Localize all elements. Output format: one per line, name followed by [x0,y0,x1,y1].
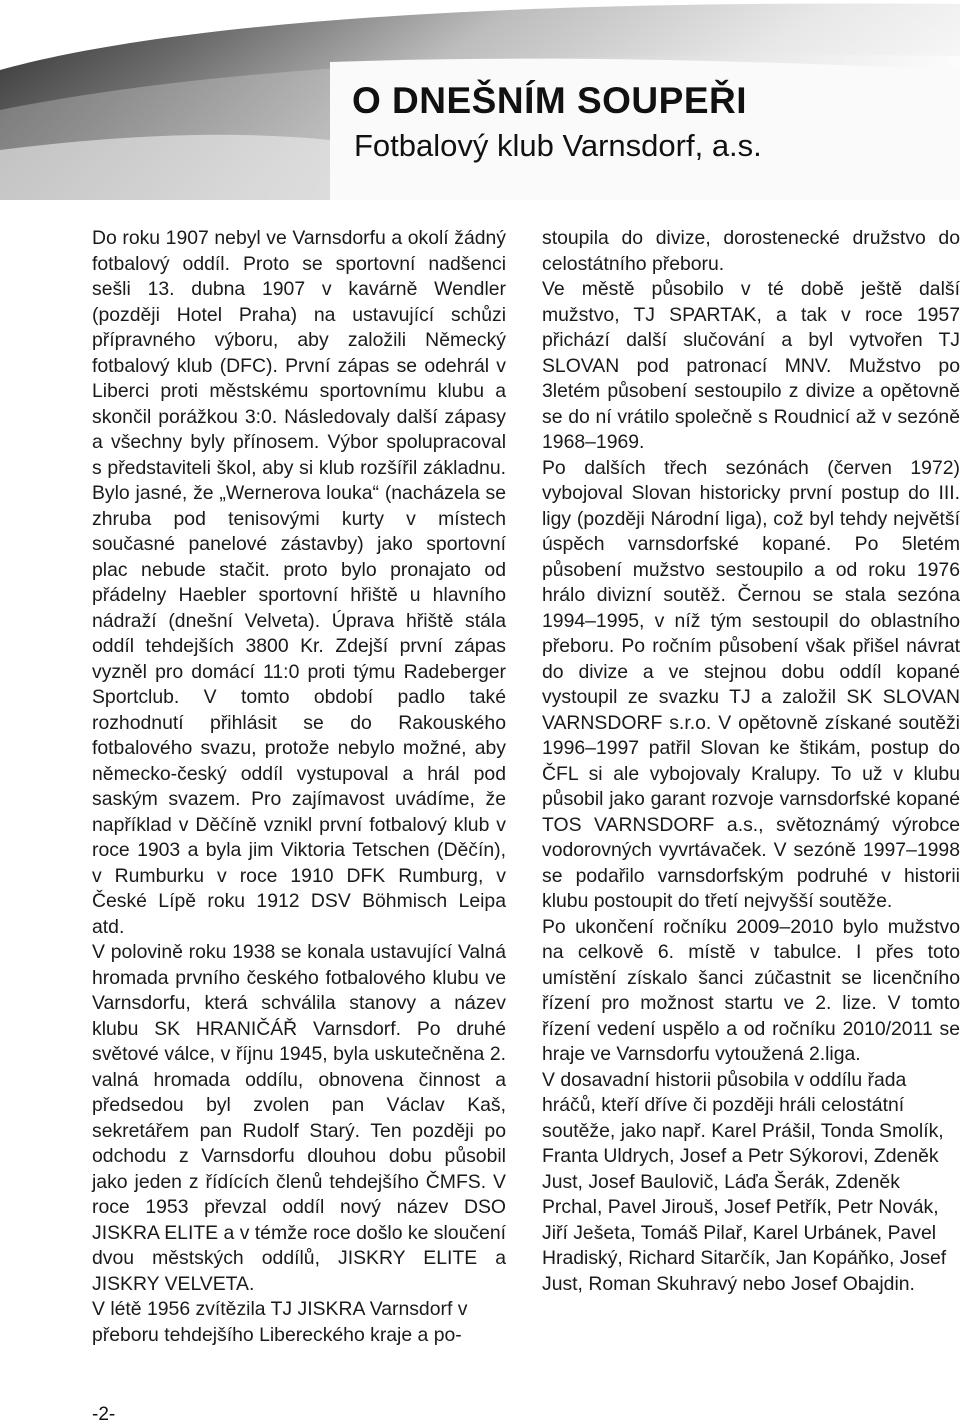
paragraph: Ve městě působilo v té době ještě další mužstvo, TJ SPARTAK, a tak v roce 1957 přichází další slučování a byl vytvořen TJ SLOVAN pod patronací MNV. Mužstvo po 3letém působení sestoupilo z divize a opětovně se do ní vrátilo společně s Roudnicí až v sezóně 1968–1969. [542,278,960,453]
paragraph: Do roku 1907 nebyl ve Varnsdorfu a okolí žádný fotbalový oddíl. Proto se sportovní nadšenci sešli 13. dubna 1907 v kavárně Wendler (později Hotel Praha) na ustavující schůzi přípravného výboru, aby založili Německý fotbalový klub (DFC). První zápas se odehrál v Liberci proti městskému sportovnímu klubu a skončil porážkou 3:0. Následovaly další zápasy a všechny byly přínosem. Výbor spolupracoval s představiteli škol, aby si klub rozšířil základnu. Bylo jasné, že „Wernerova louka“ (nacházela se zhruba pod tenisovými kurty v místech současné panelové zástavby) jako sportovní plac nebude stačit. proto bylo pronajato od přádelny Haebler sportovní hřiště u hlavního nádraží (dnešní Velveta). Úprava hřiště stála oddíl tehdejších 3800 Kr. Zdejší první zápas vyzněl pro domácí 11:0 proti týmu Radeberger Sportclub. V tomto období padlo také rozhodnutí přihlásit se do Rakouského fotbalového svazu, protože nebylo možné, aby německo-český oddíl vystupoval a hrál pod saským svazem. Pro zajímavost uvádíme, že například v Děčíně vznikl první fotbalový klub v roce 1903 a byla jim Viktoria Tetschen (Děčín), v Rumburku v roce 1910 DFK Rumburg, v České Lípě roku 1912 DSV Böhmisch Leipa atd. [92,227,506,938]
paragraph: stoupila do divize, dorostenecké družstvo do celostátního přeboru. [542,227,960,275]
paragraph: Po dalších třech sezónách (červen 1972) vybojoval Slovan historicky první postup do III. ligy (později Národní liga), což byl tehdy největší úspěch varnsdorfské kopané. Po 5letém působení mužstvo sestoupilo a od roku 1976 hrálo divizní soutěž. Černou se stala sezóna 1994–1995, v níž tým sestoupil do oblastního přeboru. Po ročním působení však přišel návrat do divize a ve stejnou dobu oddíl kopané vystoupil ze svazku TJ a založil SK SLOVAN VARNSDORF s.r.o. V opětovně získané soutěži 1996–1997 patřil Slovan ke štikám, postup do ČFL si ale vybojovaly Kralupy. To už v klubu působil jako garant rozvoje varnsdorfské kopané TOS VARNSDORF a.s., světoznámý výrobce vodorovných vyvrtávaček. V sezóně 1997–1998 se podařilo varnsdorfským podruhé v historii klubu postoupit do třetí nejvyšší soutěže. [542,456,960,912]
paragraph: V létě 1956 zvítězila TJ JISKRA Varnsdorf v přeboru tehdejšího Libereckého kraje a po- [92,1298,468,1346]
right-text-column [542,226,960,1297]
paragraph: Po ukončení ročníku 2009–2010 bylo mužstvo na celkově 6. místě v tabulce. I přes toto umístění získalo šanci zúčastnit se licenčního řízení pro možnost startu ve 2. lize. V tomto řízení vedení uspělo a od ročníku 2010/2011 se hraje ve Varnsdorfu vytoužená 2.liga. [542,915,960,1065]
page-number: -2- [92,1404,116,1425]
page-title: O DNEŠNÍM SOUPEŘI [352,80,747,121]
paragraph: V polovině roku 1938 se konala ustavující Valná hromada prvního českého fotbalového klubu ve Varnsdorfu, která schválila stanovy a název klubu SK HRANIČÁŘ Varnsdorf. Po druhé světové válce, v říjnu 1945, byla uskutečněna 2. valná hromada oddílu, obnovena činnost a předsedou byl zvolen pan Václav Kaš, sekretářem pan Rudolf Starý. Ten později po odchodu z Varnsdorfu dlouhou dobu působil jako jeden z řídících členů tehdejšího ČMFS. V roce 1953 převzal oddíl nový název DSO JISKRA ELITE a v témže roce došlo ke sloučení dvou městských oddílů, JISKRY ELITE a JISKRY VELVETA. [92,941,506,1295]
left-text-column [92,226,506,1348]
paragraph: V dosavadní historii působila v oddílu řada hráčů, kteří dříve či později hráli celostátní soutěže, jako např. Karel Prášil, Tonda Smolík, Franta Uldrych, Josef a Petr Sýkorovi, Zdeněk Just, Josef Baulovič, Láďa Šerák, Zdeněk Prchal, Pavel Jirouš, Josef Petřík, Petr Novák, Jiří Ješeta, Tomáš Pilař, Karel Urbánek, Pavel Hradiský, Richard Sitarčík, Jan Kopáňko, Josef Just, Roman Skuhravý nebo Josef Obajdin. [542,1068,947,1295]
page-subtitle: Fotbalový klub Varnsdorf, a.s. [354,128,762,163]
